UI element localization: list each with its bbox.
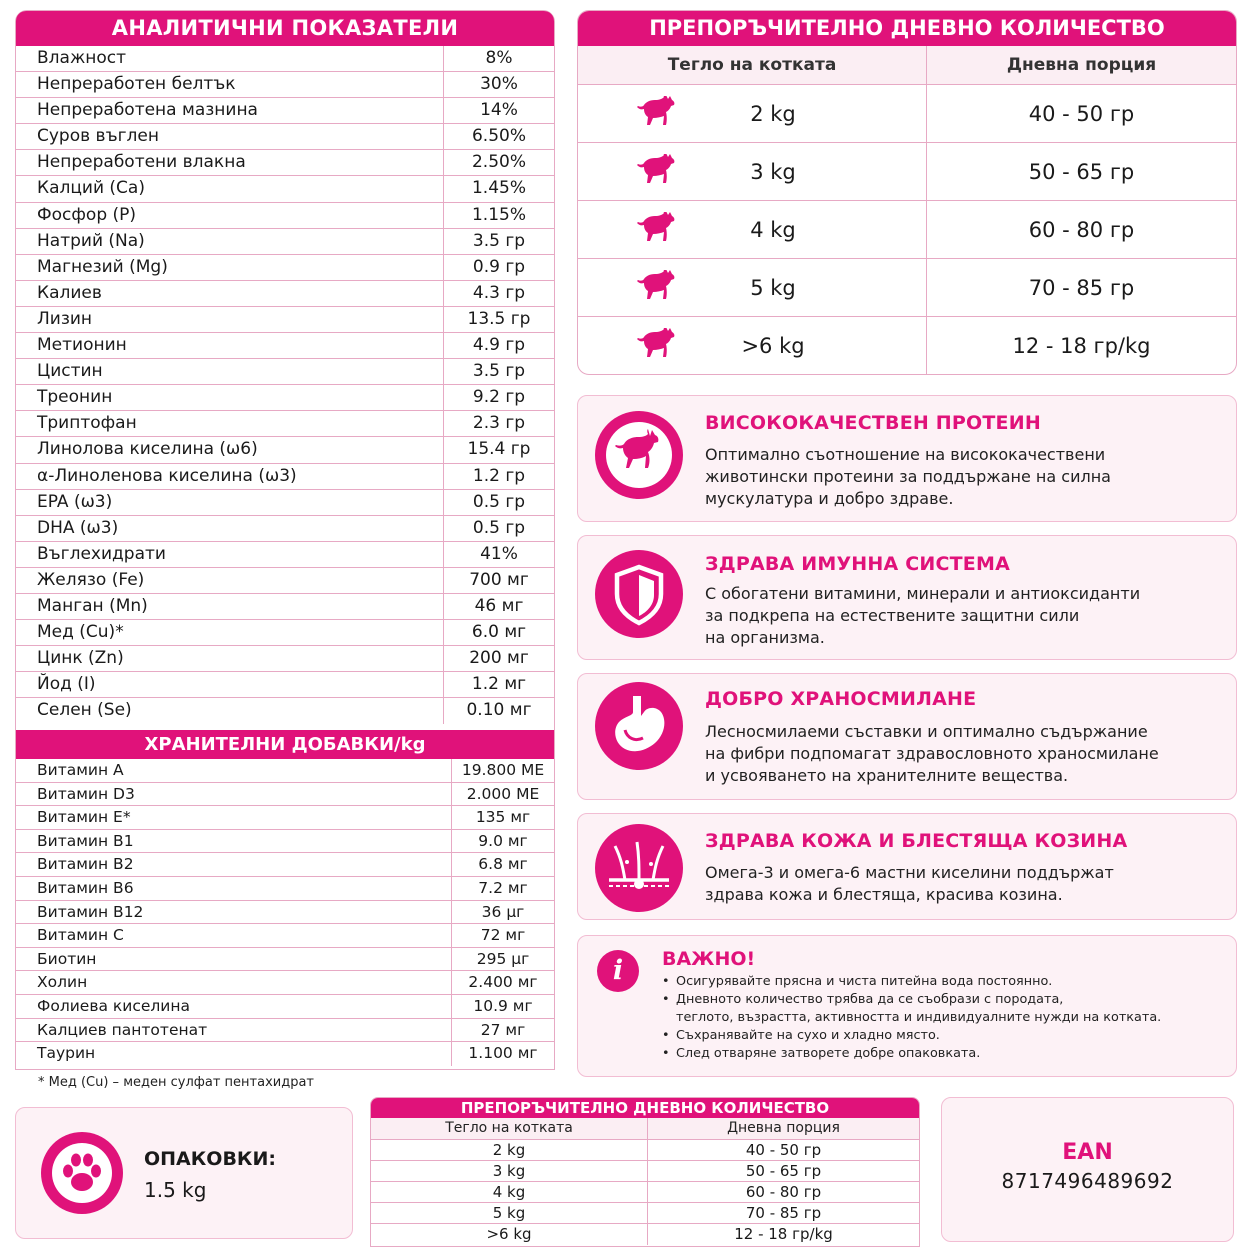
- feeding-column-headers: [578, 46, 1236, 85]
- benefit-text: [705, 862, 1205, 906]
- analytic-name: Непреработена мазнина: [16, 98, 444, 123]
- analytic-value: 6.0 мг: [471, 622, 527, 643]
- paw-icon: [41, 1132, 123, 1214]
- important-item: • След отваряне затворете добре опаковката.: [662, 1045, 1222, 1063]
- analytic-value: 9.2 гр: [472, 387, 526, 408]
- additive-value: 7.2 мг: [478, 878, 528, 897]
- mini-feeding-row: [371, 1161, 919, 1182]
- additive-row: [16, 877, 554, 901]
- cat-icon: [630, 154, 680, 192]
- additive-value: 27 мг: [480, 1020, 526, 1039]
- important-item-continuation: теглото, възрастта, активността и индивидуалните нужди на котката.: [676, 1010, 1162, 1025]
- analytic-row: [16, 359, 554, 385]
- analytic-row: [16, 281, 554, 307]
- analytic-name: Селен (Se): [16, 698, 444, 724]
- additive-name: Холин: [16, 971, 452, 994]
- analytic-row: [16, 542, 554, 568]
- analytic-name: Треонин: [16, 385, 444, 410]
- analytic-name: Въглехидрати: [16, 542, 444, 567]
- additive-value: 295 μг: [476, 949, 530, 968]
- additive-row: [16, 806, 554, 830]
- additive-row: [16, 759, 554, 783]
- additive-row: [16, 783, 554, 807]
- feeding-row: [578, 317, 1236, 375]
- additive-row: [16, 853, 554, 877]
- additive-row: [16, 1042, 554, 1066]
- additives-title: ХРАНИТЕЛНИ ДОБАВКИ/kg: [16, 730, 554, 759]
- benefit-line: мускулатура и добро здраве.: [705, 489, 954, 508]
- feeding-row: [578, 85, 1236, 143]
- additive-value: 9.0 мг: [478, 831, 528, 850]
- mini-column-weight: Тегло на котката: [371, 1118, 648, 1139]
- analytic-row: [16, 176, 554, 202]
- analytic-name: Калиев: [16, 281, 444, 306]
- mini-feeding-portion: 40 - 50 гр: [745, 1141, 822, 1159]
- feeding-row: [578, 201, 1236, 259]
- additive-row: [16, 1019, 554, 1043]
- analytic-name: Триптофан: [16, 411, 444, 436]
- additive-row: [16, 901, 554, 925]
- analytic-name: Непреработени влакна: [16, 150, 444, 175]
- ean-value: 8717496489692: [1001, 1169, 1174, 1193]
- benefit-line: здрава кожа и блестяща, красива козина.: [705, 885, 1063, 904]
- mini-feeding-column-headers: [371, 1118, 919, 1140]
- benefit-line: Лесносмилаеми съставки и оптимално съдържание: [705, 722, 1148, 741]
- important-item: • Осигурявайте прясна и чиста питейна вода постоянно.: [662, 973, 1222, 991]
- additive-name: Витамин C: [16, 924, 452, 947]
- analytic-name: Влажност: [16, 46, 444, 71]
- analytic-row: [16, 46, 554, 72]
- additive-name: Витамин B6: [16, 877, 452, 900]
- analytic-row: [16, 437, 554, 463]
- mini-feeding-row: [371, 1140, 919, 1161]
- analytic-row: [16, 333, 554, 359]
- additive-name: Биотин: [16, 948, 452, 971]
- feeding-title: ПРЕПОРЪЧИТЕЛНО ДНЕВНО КОЛИЧЕСТВО: [578, 11, 1236, 46]
- mini-feeding-weight: 5 kg: [371, 1203, 648, 1223]
- analytic-value: 2.50%: [471, 152, 526, 173]
- analytic-name: Суров въглен: [16, 124, 444, 149]
- feeding-row: [578, 259, 1236, 317]
- benefit-card-immune: [577, 535, 1237, 660]
- additive-value: 10.9 мг: [473, 996, 533, 1015]
- analytic-name: Метионин: [16, 333, 444, 358]
- analytic-name: Линолова киселина (ω6): [16, 437, 444, 462]
- additive-name: Витамин B12: [16, 901, 452, 924]
- mini-feeding-portion: 70 - 85 гр: [745, 1204, 822, 1222]
- benefit-title: ЗДРАВА ИМУННА СИСТЕМА: [705, 553, 1010, 575]
- feeding-weight: 4 kg: [750, 217, 796, 242]
- analytic-name: Мед (Cu)*: [16, 620, 444, 645]
- cat-icon: [630, 328, 680, 366]
- analytic-row: [16, 698, 554, 724]
- mini-column-portion: Дневна порция: [727, 1120, 840, 1136]
- analytic-value: 0.10 мг: [466, 700, 532, 721]
- analytic-name: Цинк (Zn): [16, 646, 444, 671]
- additive-name: Фолиева киселина: [16, 995, 452, 1018]
- additive-row: [16, 971, 554, 995]
- mini-feeding-portion: 60 - 80 гр: [745, 1183, 822, 1201]
- benefit-line: Омега-3 и омега-6 мастни киселини поддържат: [705, 863, 1114, 882]
- cat-icon: [630, 212, 680, 250]
- analytic-name: Лизин: [16, 307, 444, 332]
- cat-icon: [595, 411, 683, 499]
- analytic-row: [16, 124, 554, 150]
- analytic-row: [16, 98, 554, 124]
- analytic-value: 4.9 гр: [472, 335, 526, 356]
- analytic-name: Натрий (Na): [16, 229, 444, 254]
- analytic-value: 700 мг: [469, 569, 529, 590]
- mini-feeding-weight: 4 kg: [371, 1182, 648, 1202]
- important-item: [662, 991, 1222, 1027]
- analytic-value: 200 мг: [469, 648, 529, 669]
- analytic-name: DHA (ω3): [16, 516, 444, 541]
- analytic-rows: [16, 46, 554, 724]
- additive-name: Витамин А: [16, 759, 452, 782]
- benefit-line: Оптимално съотношение на висококачествени: [705, 445, 1106, 464]
- additive-name: Калциев пантотенат: [16, 1019, 452, 1042]
- analytic-row: [16, 620, 554, 646]
- additive-row: [16, 995, 554, 1019]
- analytic-row: [16, 672, 554, 698]
- analytic-value: 0.5 гр: [472, 491, 526, 512]
- analytic-row: [16, 464, 554, 490]
- feeding-row: [578, 143, 1236, 201]
- analytic-value: 8%: [485, 48, 513, 68]
- feeding-portion: 40 - 50 гр: [1028, 101, 1135, 126]
- analytic-value: 46 мг: [474, 595, 524, 616]
- mini-feeding-row: [371, 1203, 919, 1224]
- analytic-value: 2.3 гр: [472, 413, 526, 434]
- benefit-title: ЗДРАВА КОЖА И БЛЕСТЯЩА КОЗИНА: [705, 830, 1128, 852]
- analytic-value: 0.9 гр: [472, 256, 526, 277]
- analytic-row: [16, 490, 554, 516]
- benefit-line: животински протеини за поддържане на силна: [705, 467, 1111, 486]
- shield-icon: [595, 550, 683, 638]
- feeding-weight: >6 kg: [741, 334, 805, 359]
- mini-feeding-row: [371, 1182, 919, 1203]
- benefit-text: [705, 444, 1205, 510]
- ean-card: [941, 1097, 1234, 1242]
- analytic-name: α-Линоленова киселина (ω3): [16, 464, 444, 489]
- additive-value: 1.100 мг: [468, 1044, 538, 1063]
- important-notice: [577, 935, 1237, 1077]
- feeding-portion: 12 - 18 гр/kg: [1012, 334, 1151, 359]
- analytic-name: Магнезий (Mg): [16, 255, 444, 280]
- additives-rows: [16, 759, 554, 1066]
- column-weight: Тегло на котката: [578, 46, 927, 84]
- important-item-text: Дневното количество трябва да се съобрази с породата,: [676, 992, 1064, 1007]
- analytic-row: [16, 385, 554, 411]
- footnote: * Мед (Cu) – меден сулфат пентахидрат: [38, 1075, 315, 1090]
- analytic-name: Калций (Ca): [16, 176, 444, 201]
- feeding-weight-cell: [578, 259, 927, 316]
- additive-row: [16, 948, 554, 972]
- feeding-weight: 3 kg: [750, 159, 796, 184]
- feeding-weight-cell: [578, 201, 927, 258]
- additive-name: Витамин B2: [16, 853, 452, 876]
- benefit-card-digestion: [577, 673, 1237, 800]
- mini-feeding-weight: 3 kg: [371, 1161, 648, 1181]
- analytic-name: Непреработен белтък: [16, 72, 444, 97]
- analytic-row: [16, 150, 554, 176]
- feeding-weight-cell: [578, 143, 927, 200]
- analytic-name: Желязо (Fe): [16, 568, 444, 593]
- additive-value: 72 мг: [480, 926, 526, 945]
- skin-hair-icon: [595, 824, 683, 912]
- feeding-weight: 5 kg: [750, 275, 796, 300]
- analytic-value: 14%: [480, 100, 518, 121]
- analytic-row: [16, 229, 554, 255]
- analytic-value: 3.5 гр: [472, 361, 526, 382]
- analytic-value: 3.5 гр: [472, 230, 526, 251]
- stomach-icon: [595, 682, 683, 770]
- analytic-row: [16, 411, 554, 437]
- mini-feeding-rows: [371, 1140, 919, 1245]
- analytic-value: 6.50%: [471, 126, 526, 147]
- feeding-weight: 2 kg: [750, 101, 796, 126]
- analytic-row: [16, 568, 554, 594]
- analytic-name: EPA (ω3): [16, 490, 444, 515]
- feeding-portion: 50 - 65 гр: [1028, 159, 1135, 184]
- benefit-title: ВИСОКОКАЧЕСТВЕН ПРОТЕИН: [705, 412, 1041, 434]
- analytic-value: 1.45%: [471, 178, 526, 199]
- analytic-value: 1.15%: [471, 204, 526, 225]
- packaging-card: [15, 1107, 353, 1239]
- mini-feeding-title: ПРЕПОРЪЧИТЕЛНО ДНЕВНО КОЛИЧЕСТВО: [371, 1098, 919, 1118]
- analytic-name: Йод (I): [16, 672, 444, 697]
- additive-name: Витамин D3: [16, 783, 452, 806]
- feeding-weight-cell: [578, 317, 927, 375]
- analytic-row: [16, 255, 554, 281]
- analytic-row: [16, 203, 554, 229]
- benefit-line: на фибри подпомагат здравословното храносмилане: [705, 744, 1159, 763]
- analytic-value: 30%: [480, 74, 518, 95]
- feeding-portion: 70 - 85 гр: [1028, 275, 1135, 300]
- benefit-card-protein: [577, 395, 1237, 522]
- benefit-text: [705, 583, 1205, 649]
- analytic-row: [16, 516, 554, 542]
- additive-value: 2.400 мг: [468, 973, 538, 992]
- benefit-title: ДОБРО ХРАНОСМИЛАНЕ: [705, 688, 977, 710]
- analytic-name: Манган (Mn): [16, 594, 444, 619]
- additive-value: 2.000 МЕ: [466, 784, 540, 803]
- feeding-portion: 60 - 80 гр: [1028, 217, 1135, 242]
- additive-value: 135 мг: [475, 808, 531, 827]
- info-icon: i: [597, 950, 639, 992]
- feeding-weight-cell: [578, 85, 927, 142]
- analytic-value: 15.4 гр: [467, 439, 531, 460]
- additive-name: Таурин: [16, 1042, 452, 1066]
- analytic-name: Цистин: [16, 359, 444, 384]
- analytic-row: [16, 646, 554, 672]
- analytic-row: [16, 72, 554, 98]
- important-title: ВАЖНО!: [662, 948, 756, 970]
- analytic-value: 41%: [480, 543, 518, 564]
- additive-name: Витамин Е*: [16, 806, 452, 829]
- feeding-table: [577, 10, 1237, 375]
- mini-feeding-weight: 2 kg: [371, 1140, 648, 1160]
- column-portion: Дневна порция: [1006, 55, 1157, 75]
- additive-row: [16, 924, 554, 948]
- cat-icon: [630, 270, 680, 308]
- benefit-line: за подкрепа на естествените защитни сили: [705, 606, 1080, 625]
- analytic-value: 1.2 мг: [471, 674, 527, 695]
- additive-value: 36 μг: [481, 902, 525, 921]
- ean-label: EAN: [1062, 1140, 1113, 1165]
- additive-value: 19.800 МЕ: [461, 761, 545, 779]
- mini-feeding-portion: 12 - 18 гр/kg: [734, 1225, 833, 1243]
- mini-feeding-row: [371, 1224, 919, 1245]
- additive-row: [16, 830, 554, 854]
- mini-feeding-portion: 50 - 65 гр: [745, 1162, 822, 1180]
- analytic-row: [16, 307, 554, 333]
- important-list: [662, 973, 1222, 1063]
- benefit-card-skin-coat: [577, 813, 1237, 920]
- analytic-value: 0.5 гр: [472, 517, 526, 538]
- analytic-value: 4.3 гр: [472, 282, 526, 303]
- mini-feeding-table: [370, 1097, 920, 1247]
- packaging-label: ОПАКОВКИ:: [144, 1148, 276, 1170]
- important-item: • Съхранявайте на сухо и хладно място.: [662, 1027, 1222, 1045]
- packaging-value: 1.5 kg: [144, 1178, 207, 1202]
- analytic-value: 1.2 гр: [472, 465, 526, 486]
- benefit-line: С обогатени витамини, минерали и антиоксиданти: [705, 584, 1141, 603]
- benefit-text: [705, 721, 1205, 787]
- additive-name: Витамин B1: [16, 830, 452, 853]
- benefit-line: и усвояването на хранителните вещества.: [705, 766, 1069, 785]
- mini-feeding-weight: >6 kg: [371, 1224, 648, 1245]
- feeding-rows: [578, 85, 1236, 375]
- analytic-title: АНАЛИТИЧНИ ПОКАЗАТЕЛИ: [16, 11, 554, 46]
- analytic-table: [15, 10, 555, 1070]
- analytic-row: [16, 594, 554, 620]
- analytic-name: Фосфор (P): [16, 203, 444, 228]
- additive-value: 6.8 мг: [478, 855, 528, 874]
- cat-icon: [630, 96, 680, 134]
- benefit-line: на организма.: [705, 628, 825, 647]
- analytic-value: 13.5 гр: [467, 308, 531, 329]
